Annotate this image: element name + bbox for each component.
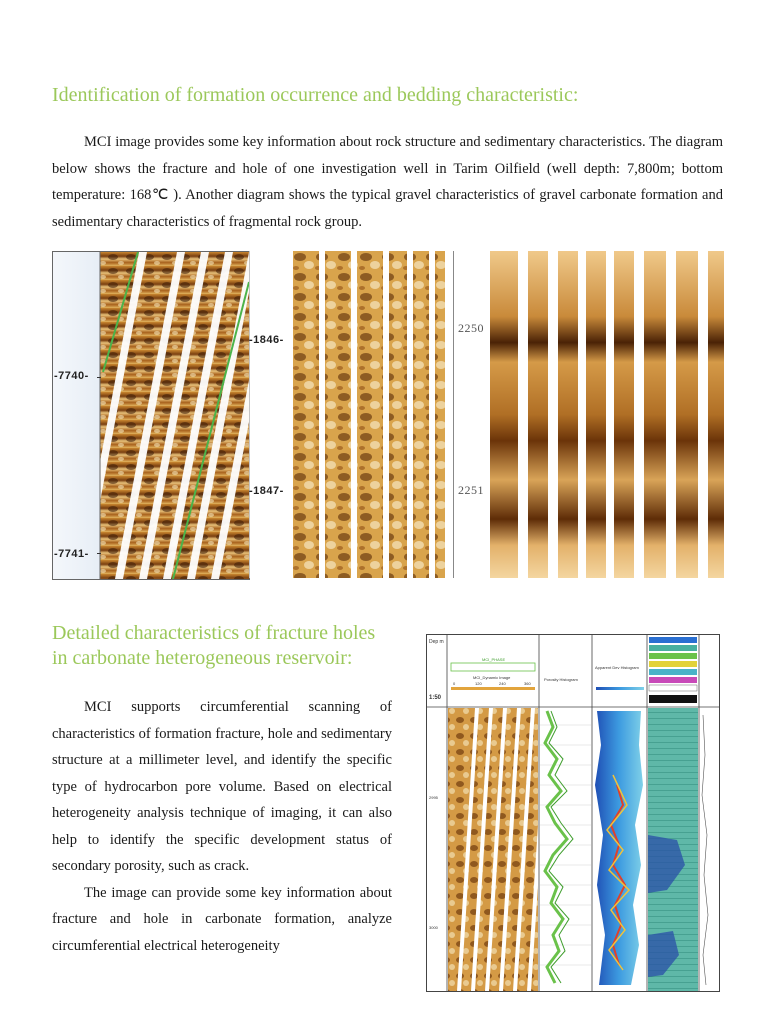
track-image-label: MCI_Dynamic Image xyxy=(473,675,511,680)
depth-label-bottom: -7741- xyxy=(54,548,89,560)
track-phase-label: MCI_PHASE xyxy=(482,657,506,662)
depth-label-bottom: 2251 xyxy=(458,483,484,497)
depth-label-bottom: -1847- xyxy=(249,485,284,497)
scale-label: 1:50 xyxy=(429,695,442,701)
apparent-header: Apparent Dev Histogram xyxy=(595,665,639,670)
porosity-header: Porosity Histogram xyxy=(544,677,578,682)
tick xyxy=(97,553,101,554)
figure1-panel-b xyxy=(249,251,449,578)
section1-paragraph xyxy=(52,129,723,235)
image-scale-360: 360 xyxy=(524,681,531,686)
section2-paragraph2: The image can provide some key information about fracture and hole in carbonate formation, analyze circumferential electrical heterogeneity xyxy=(52,884,392,954)
section1-heading: Identification of formation occurrence and bedding characteristic: xyxy=(52,84,579,106)
depth-label-top: -1846- xyxy=(249,334,284,346)
section2-paragraph1: MCI supports circumferential scanning of characteristics of formation fracture, hole and sedimentary structure at a millimeter level, and identify the specific type of hydrocarbon pore volume. Based on electrical heterogeneity analysis technique of imaging, it can also help to identify the specific development status of secondary porosity, such as crack. xyxy=(52,699,392,874)
panel-a-image xyxy=(53,252,249,579)
panel-c-image xyxy=(454,251,724,578)
section2-paragraph xyxy=(52,694,392,959)
depth-mark-3000: 3000 xyxy=(429,925,438,930)
section2-heading-line2: in carbonate heterogeneous reservoir: xyxy=(52,647,353,669)
log-panel-graphic xyxy=(427,635,719,991)
section2-heading-line1: Detailed characteristics of fracture holes xyxy=(52,622,376,644)
tick xyxy=(97,377,101,378)
depth-label-top: 2250 xyxy=(458,321,484,335)
image-scale-240: 240 xyxy=(499,681,506,686)
depth-mark-2995: 2995 xyxy=(429,795,438,800)
section1-paragraph-text: MCI image provides some key information about rock structure and sedimentary characteristics. The diagram below shows the fracture and hole of one investigation well in Tarim Oilfield (well depth: 7,800m; bottom temperature: 168℃ ). Another diagram shows the typical gravel characteristics of gravel carbonate formation and sedimentary characteristics of fragmental rock group. xyxy=(52,134,723,230)
section2-heading xyxy=(52,621,412,671)
depth-header: Dep m xyxy=(429,639,444,645)
panel-b-image xyxy=(249,251,449,578)
figure1-panel-c xyxy=(453,251,724,578)
depth-label-top: -7740- xyxy=(54,370,89,382)
image-scale-120: 120 xyxy=(475,681,482,686)
figure2-log-panel xyxy=(426,634,720,992)
figure1-panel-a xyxy=(52,251,250,580)
image-scale-0: 0 xyxy=(453,681,456,686)
